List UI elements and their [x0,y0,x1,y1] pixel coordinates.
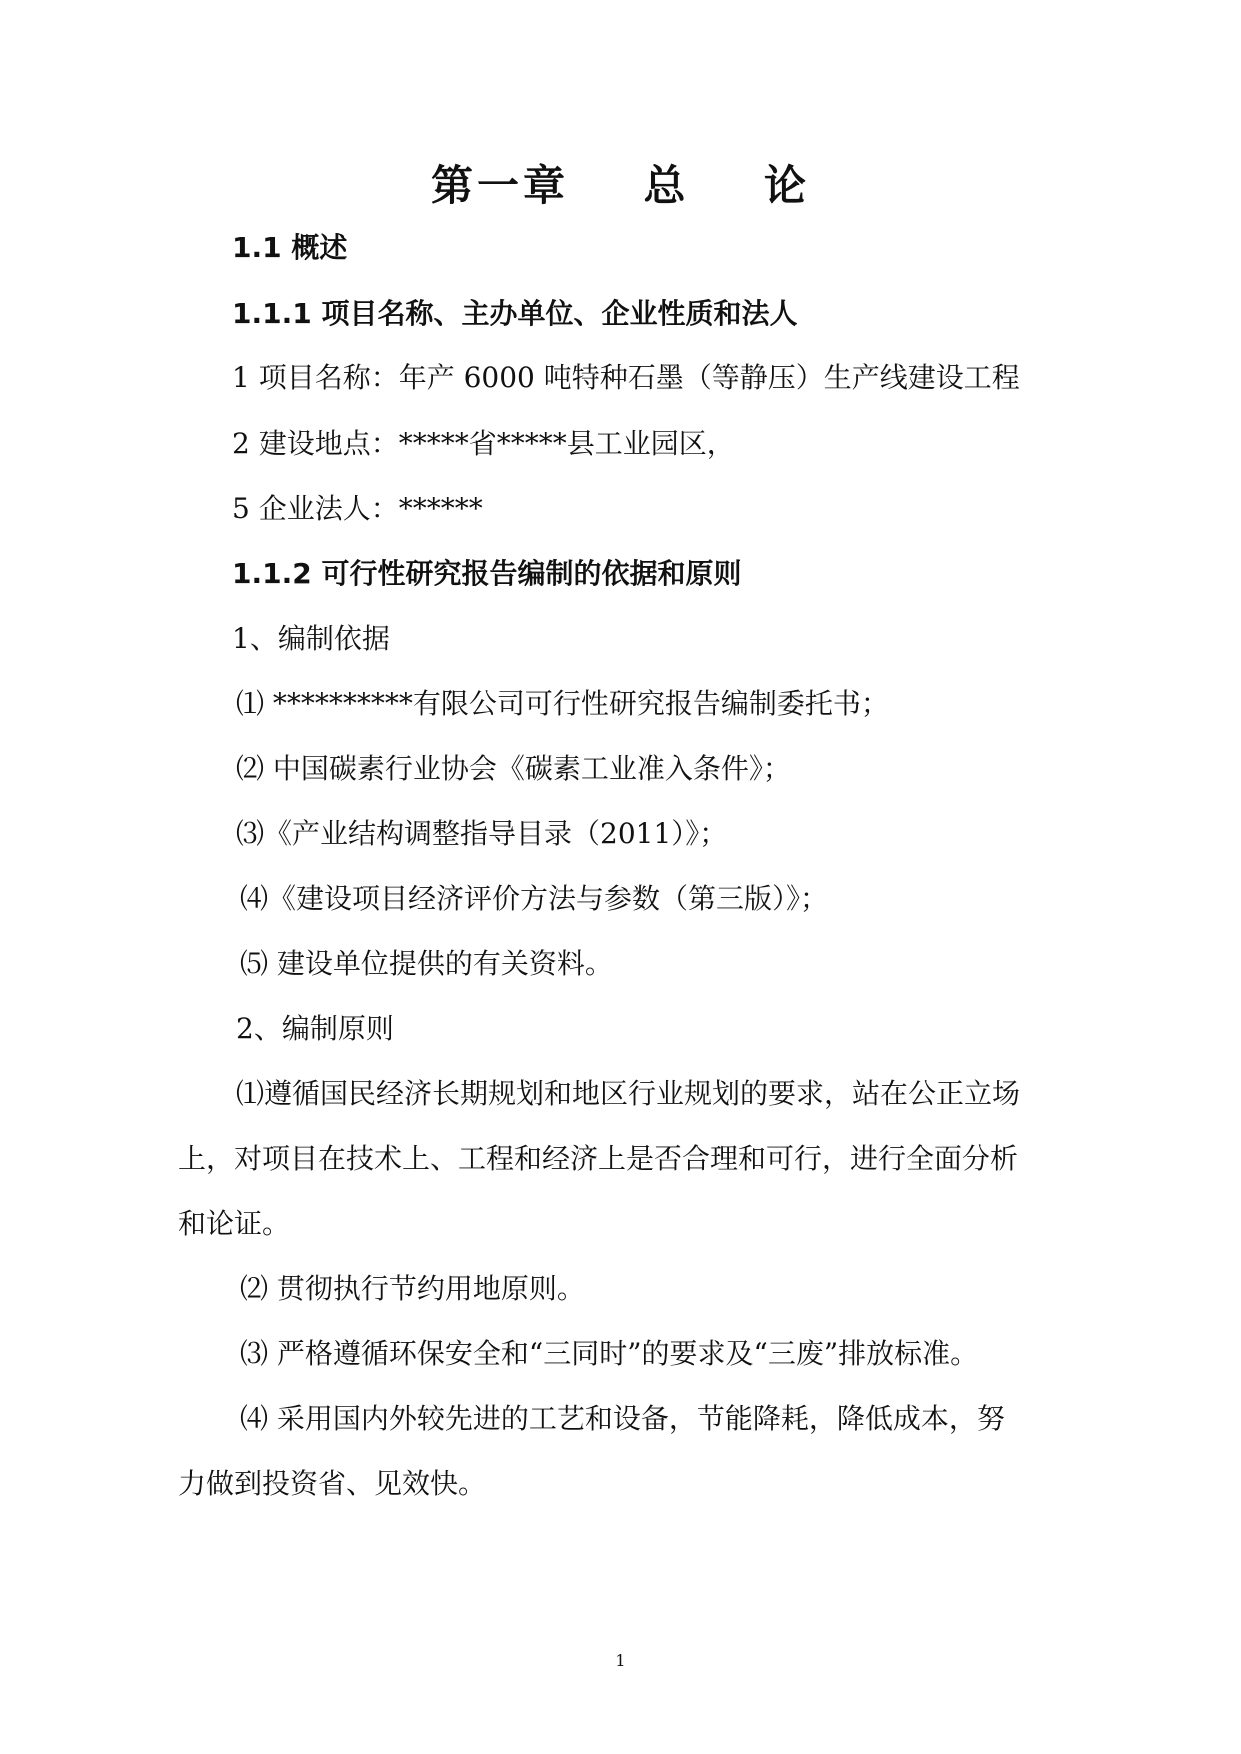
section-heading-1-1: 1.1 概述 [232,231,348,264]
basis-item: ⑸ 建设单位提供的有关资料。 [240,947,613,980]
basis-item: ⑵ 中国碳素行业协会《碳素工业准入条件》； [236,752,791,785]
principle-1-line: 和论证。 [178,1207,291,1240]
page-number: 1 [615,1651,626,1670]
chapter-title: 第一章 总 论 [431,161,810,210]
basis-item: ⑴ **********有限公司可行性研究报告编制委托书； [236,687,889,720]
principle-heading: 2、编制原则 [236,1012,394,1045]
project-name-line: 1 项目名称：年产 6000 吨特种石墨（等静压）生产线建设工程 [232,361,1020,394]
principle-2-line: ⑵ 贯彻执行节约用地原则。 [240,1272,585,1305]
principle-4-line: ⑷ 采用国内外较先进的工艺和设备，节能降耗，降低成本，努 [240,1402,1005,1435]
basis-item: ⑷《建设项目经济评价方法与参数（第三版）》； [240,882,829,915]
principle-1-line: ⑴遵循国民经济长期规划和地区行业规划的要求，站在公正立场 [236,1077,1021,1110]
legal-person-line: 5 企业法人：****** [232,492,483,525]
basis-heading: 1、编制依据 [232,622,390,655]
basis-item: ⑶《产业结构调整指导目录（2011）》； [236,817,728,850]
principle-3-line: ⑶ 严格遵循环保安全和“三同时”的要求及“三废”排放标准。 [240,1337,979,1370]
principle-1-line: 上，对项目在技术上、工程和经济上是否合理和可行，进行全面分析 [178,1142,1019,1175]
location-line: 2 建设地点：*****省*****县工业园区， [232,427,735,460]
section-heading-1-1-1: 1.1.1 项目名称、主办单位、企业性质和法人 [232,297,798,330]
section-heading-1-1-2: 1.1.2 可行性研究报告编制的依据和原则 [232,557,742,590]
principle-4-line: 力做到投资省、见效快。 [178,1467,487,1500]
